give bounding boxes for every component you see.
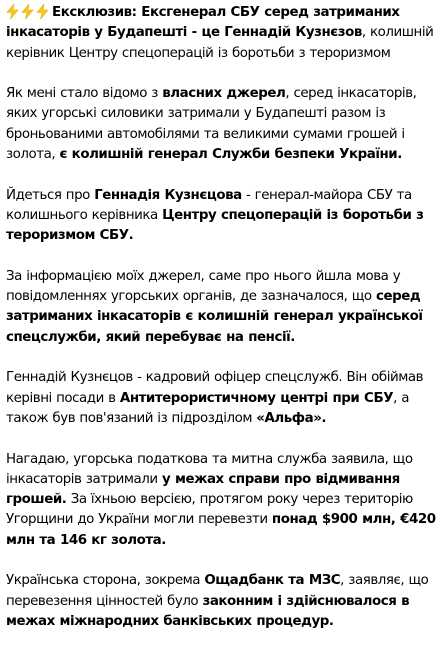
post-paragraph-2 [6, 84, 441, 165]
text-segment: Нагадаю, угорська податкова та митна служба заявила, що інкасаторів затримали [6, 451, 413, 487]
bold-segment: Центру спецоперацій із боротьби з тероризмом СБУ. [6, 207, 424, 244]
text-segment: , серед інкасаторів, яких угорські силовики затримали у Будапешті разом із броньованими автомобілями та великими сумами грошей і золота, [6, 86, 417, 163]
post-paragraph-5 [6, 368, 441, 429]
text-segment: Українська сторона, зокрема [6, 573, 205, 589]
headline-bold: Ексклюзив: Ексгенерал СБУ серед затриманих інкасаторів у Будапешті - це Геннадій Кузнєзов [6, 5, 400, 41]
post-paragraph-1 [6, 3, 441, 64]
text-segment: Геннадій Кузнєцов - кадровий офіцер спецслужб. Він обіймав керівні посади в [6, 370, 424, 406]
bold-segment: власних джерел [162, 86, 286, 102]
bold-segment: у межах справи про відмивання грошей. [6, 471, 400, 508]
high-voltage-icon [36, 4, 49, 19]
text-segment: Йдеться про [6, 187, 95, 203]
bold-segment: «Альфа». [256, 410, 327, 426]
bold-segment: Антитерористичному центрі при СБУ [119, 390, 394, 406]
post-paragraph-6 [6, 450, 441, 551]
post-paragraph-3 [6, 186, 441, 247]
bold-segment: є колишній генерал Служби безпеки України. [59, 147, 402, 163]
text-segment: За їхньою версією, протягом року через територію Угорщини до України могли перевезти [6, 492, 413, 528]
text-segment: Як мені стало відомо з [6, 86, 163, 102]
text-segment: , а також був пов'язаний із підрозділом [6, 390, 409, 426]
bold-segment: понад $900 млн, €420 млн та 146 кг золота. [6, 512, 436, 548]
post-body [6, 3, 441, 653]
text-segment: , заявляє, що перевезення цінностей було [6, 573, 429, 609]
post-paragraph-7 [6, 571, 441, 632]
high-voltage-icon [6, 4, 19, 19]
headline-text: , колишній керівник Центру спецоперацій із боротьби з тероризмом [6, 25, 434, 61]
bold-segment: серед затриманих інкасаторів є колишній генерал української спецслужби, який перебуває на пенсії. [6, 289, 423, 345]
text-segment: - генерал-майора СБУ та колишнього керівника [6, 187, 412, 223]
post-paragraph-4 [6, 267, 441, 348]
bold-segment: Геннадія Кузнєцова [94, 187, 242, 203]
high-voltage-icon [21, 4, 34, 19]
text-segment: За інформацією моїх джерел, саме про нього йшла мова у повідомленнях угорських органів, де зазначалося, що [6, 268, 401, 305]
bolt-icons [6, 3, 51, 23]
bold-segment: законним і здійснювалося в межах міжнародних банківських процедур. [6, 593, 410, 629]
bold-segment: Ощадбанк та МЗС [204, 573, 341, 589]
